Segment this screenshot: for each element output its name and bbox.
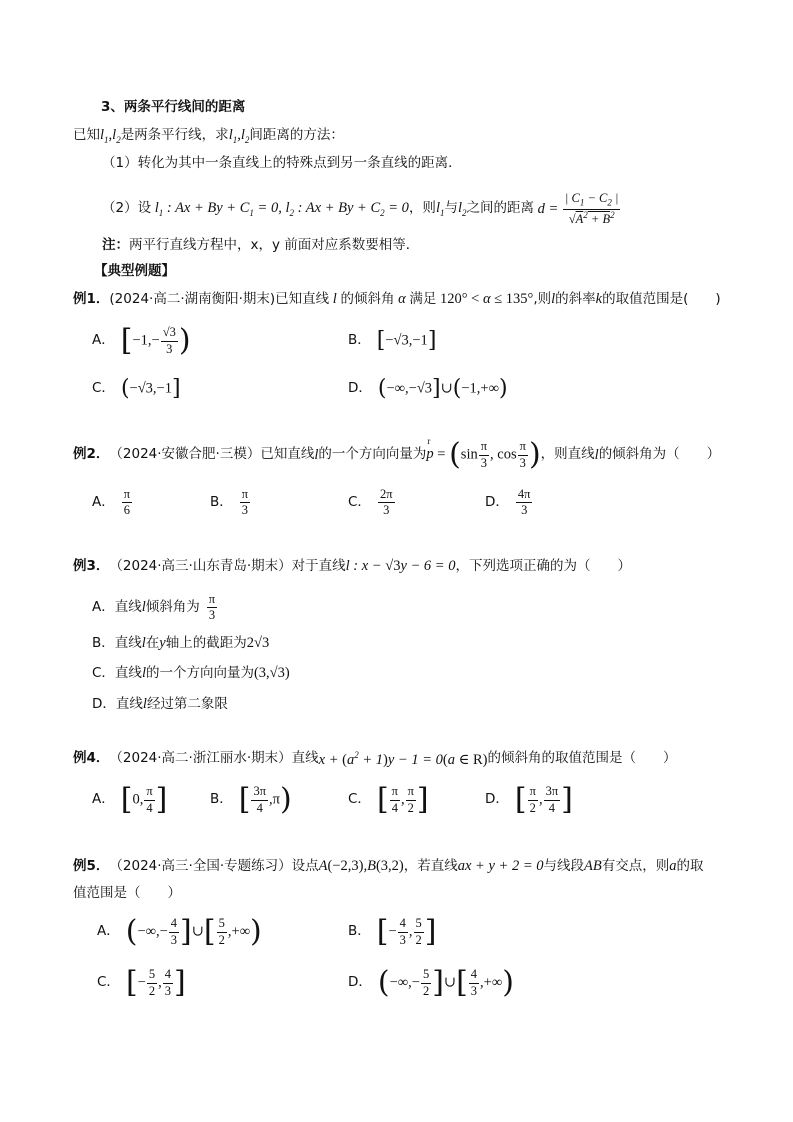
example-5-option-b[interactable]: B． [− $\frac{4}{3}$ , $\frac{5}{2}$ ] <box>348 914 437 949</box>
example-3-option-b[interactable]: B．直线l在y轴上的截距为2√3 <box>92 635 270 651</box>
example-5-option-c[interactable]: C． [− $\frac{5}{2}$ , $\frac{4}{3}$ ] <box>97 965 186 1000</box>
example-2-option-c[interactable]: C． $\frac{2\pi}{3}$ <box>348 487 393 518</box>
section-title: 3、两条平行线间的距离 <box>101 99 246 115</box>
example-4-option-a[interactable]: A． [0, $\frac{\pi}{4}$ ] <box>92 782 168 817</box>
note: 注：两平行直线方程中，x，y 前面对应系数要相等． <box>102 237 420 253</box>
example-4-option-d[interactable]: D． [ $\frac{\pi}{2}$ , $\frac{3\pi}{4}$ ] <box>485 782 573 817</box>
example-4-option-c[interactable]: C． [ $\frac{\pi}{4}$ , $\frac{\pi}{2}$ ] <box>348 782 429 817</box>
example-4-stem: 例4． （2024·高二·浙江丽水·期末） 直线 $x + (a^2 + 1)y - 1 = 0(a$ ∈ R) 的倾斜角的取值范围是（ ） <box>73 750 677 768</box>
method-1: （1）转化为其中一条直线上的特殊点到另一条直线的距离． <box>102 155 462 171</box>
example-3-stem: 例3． （2024·高三·山东青岛·期末） 对于直线 l : x − √3y − 6 = 0 ，下列选项正确的为（ ） <box>73 557 631 574</box>
example-3-option-d[interactable]: D．直线l经过第二象限 <box>92 696 228 712</box>
example-5-option-d[interactable]: D． (−∞,− $\frac{5}{2}$ ]∪[ $\frac{4}{3}$ ,+∞) <box>348 965 514 1000</box>
example-2-option-a[interactable]: A． $\frac{\pi}{6}$ <box>92 487 131 518</box>
example-2-stem: 例2． （2024·安徽合肥·三模） 已知直线 l 的一个方向向量为 p r = (sin $\frac{\pi}{3}$ , cos $\frac{\pi}{3}$ ) ，则直线 l 的倾斜角为（ ） <box>73 436 721 472</box>
example-1-option-c[interactable]: C． (−√3,−1] <box>92 376 181 401</box>
example-2-option-d[interactable]: D． $\frac{4\pi}{3}$ <box>485 487 531 518</box>
example-4-option-b[interactable]: B． [ $\frac{3\pi}{4}$ ,π) <box>210 782 292 817</box>
example-5-stem-line2: 值范围是（ ） <box>73 885 181 901</box>
example-3-option-c[interactable]: C．直线l的一个方向向量为(3,√3) <box>92 665 290 681</box>
example-3-option-a[interactable]: A．直线l倾斜角为 $\frac{\pi}{3}$ <box>92 592 216 623</box>
example-5-stem: 例5． （2024·高三·全国·专题练习） 设点 A(−2,3),B(3,2) ，若直线 ax + y + 2 = 0 与线段 AB 有交点，则 a 的取 <box>73 857 704 874</box>
example-5-option-a[interactable]: A． (−∞,− $\frac{4}{3}$ ]∪[ $\frac{5}{2}$ ,+∞) <box>97 914 262 949</box>
method-2: （2）设 $l_1$ : $Ax + By + C_1 = 0$, $l_2$ : $Ax + By + C_2 = 0$ ，则 $l_1$ 与 $l_2$ 之间的距离 d = $\frac{| C_1 - C_2 |}{√A^2 + B^2}$ <box>102 191 619 227</box>
example-1-option-b[interactable]: B． [−√3,−1] <box>348 328 437 353</box>
example-1-option-d[interactable]: D． (−∞,−√3]∪(−1,+∞) <box>348 376 508 401</box>
examples-header: 【典型例题】 <box>94 263 175 279</box>
distance-formula: $\frac{| C_1 - C_2 |}{√A^2 + B^2}$ <box>564 191 619 227</box>
example-1-option-a[interactable]: A． [−1,− $\frac{√3}{3}$ ) <box>92 323 191 358</box>
section-intro: 已知$l_1,l_2$是两条平行线，求$l_1,l_2$间距离的方法： <box>73 127 344 145</box>
example-2-option-b[interactable]: B． $\frac{\pi}{3}$ <box>210 487 249 518</box>
example-1-stem: 例1． (2024·高二·湖南衡阳·期末) 已知直线 l 的倾斜角 α 满足 120° < α ≤ 135° ,则 l 的斜率 k 的取值范围是( ) <box>73 290 721 307</box>
